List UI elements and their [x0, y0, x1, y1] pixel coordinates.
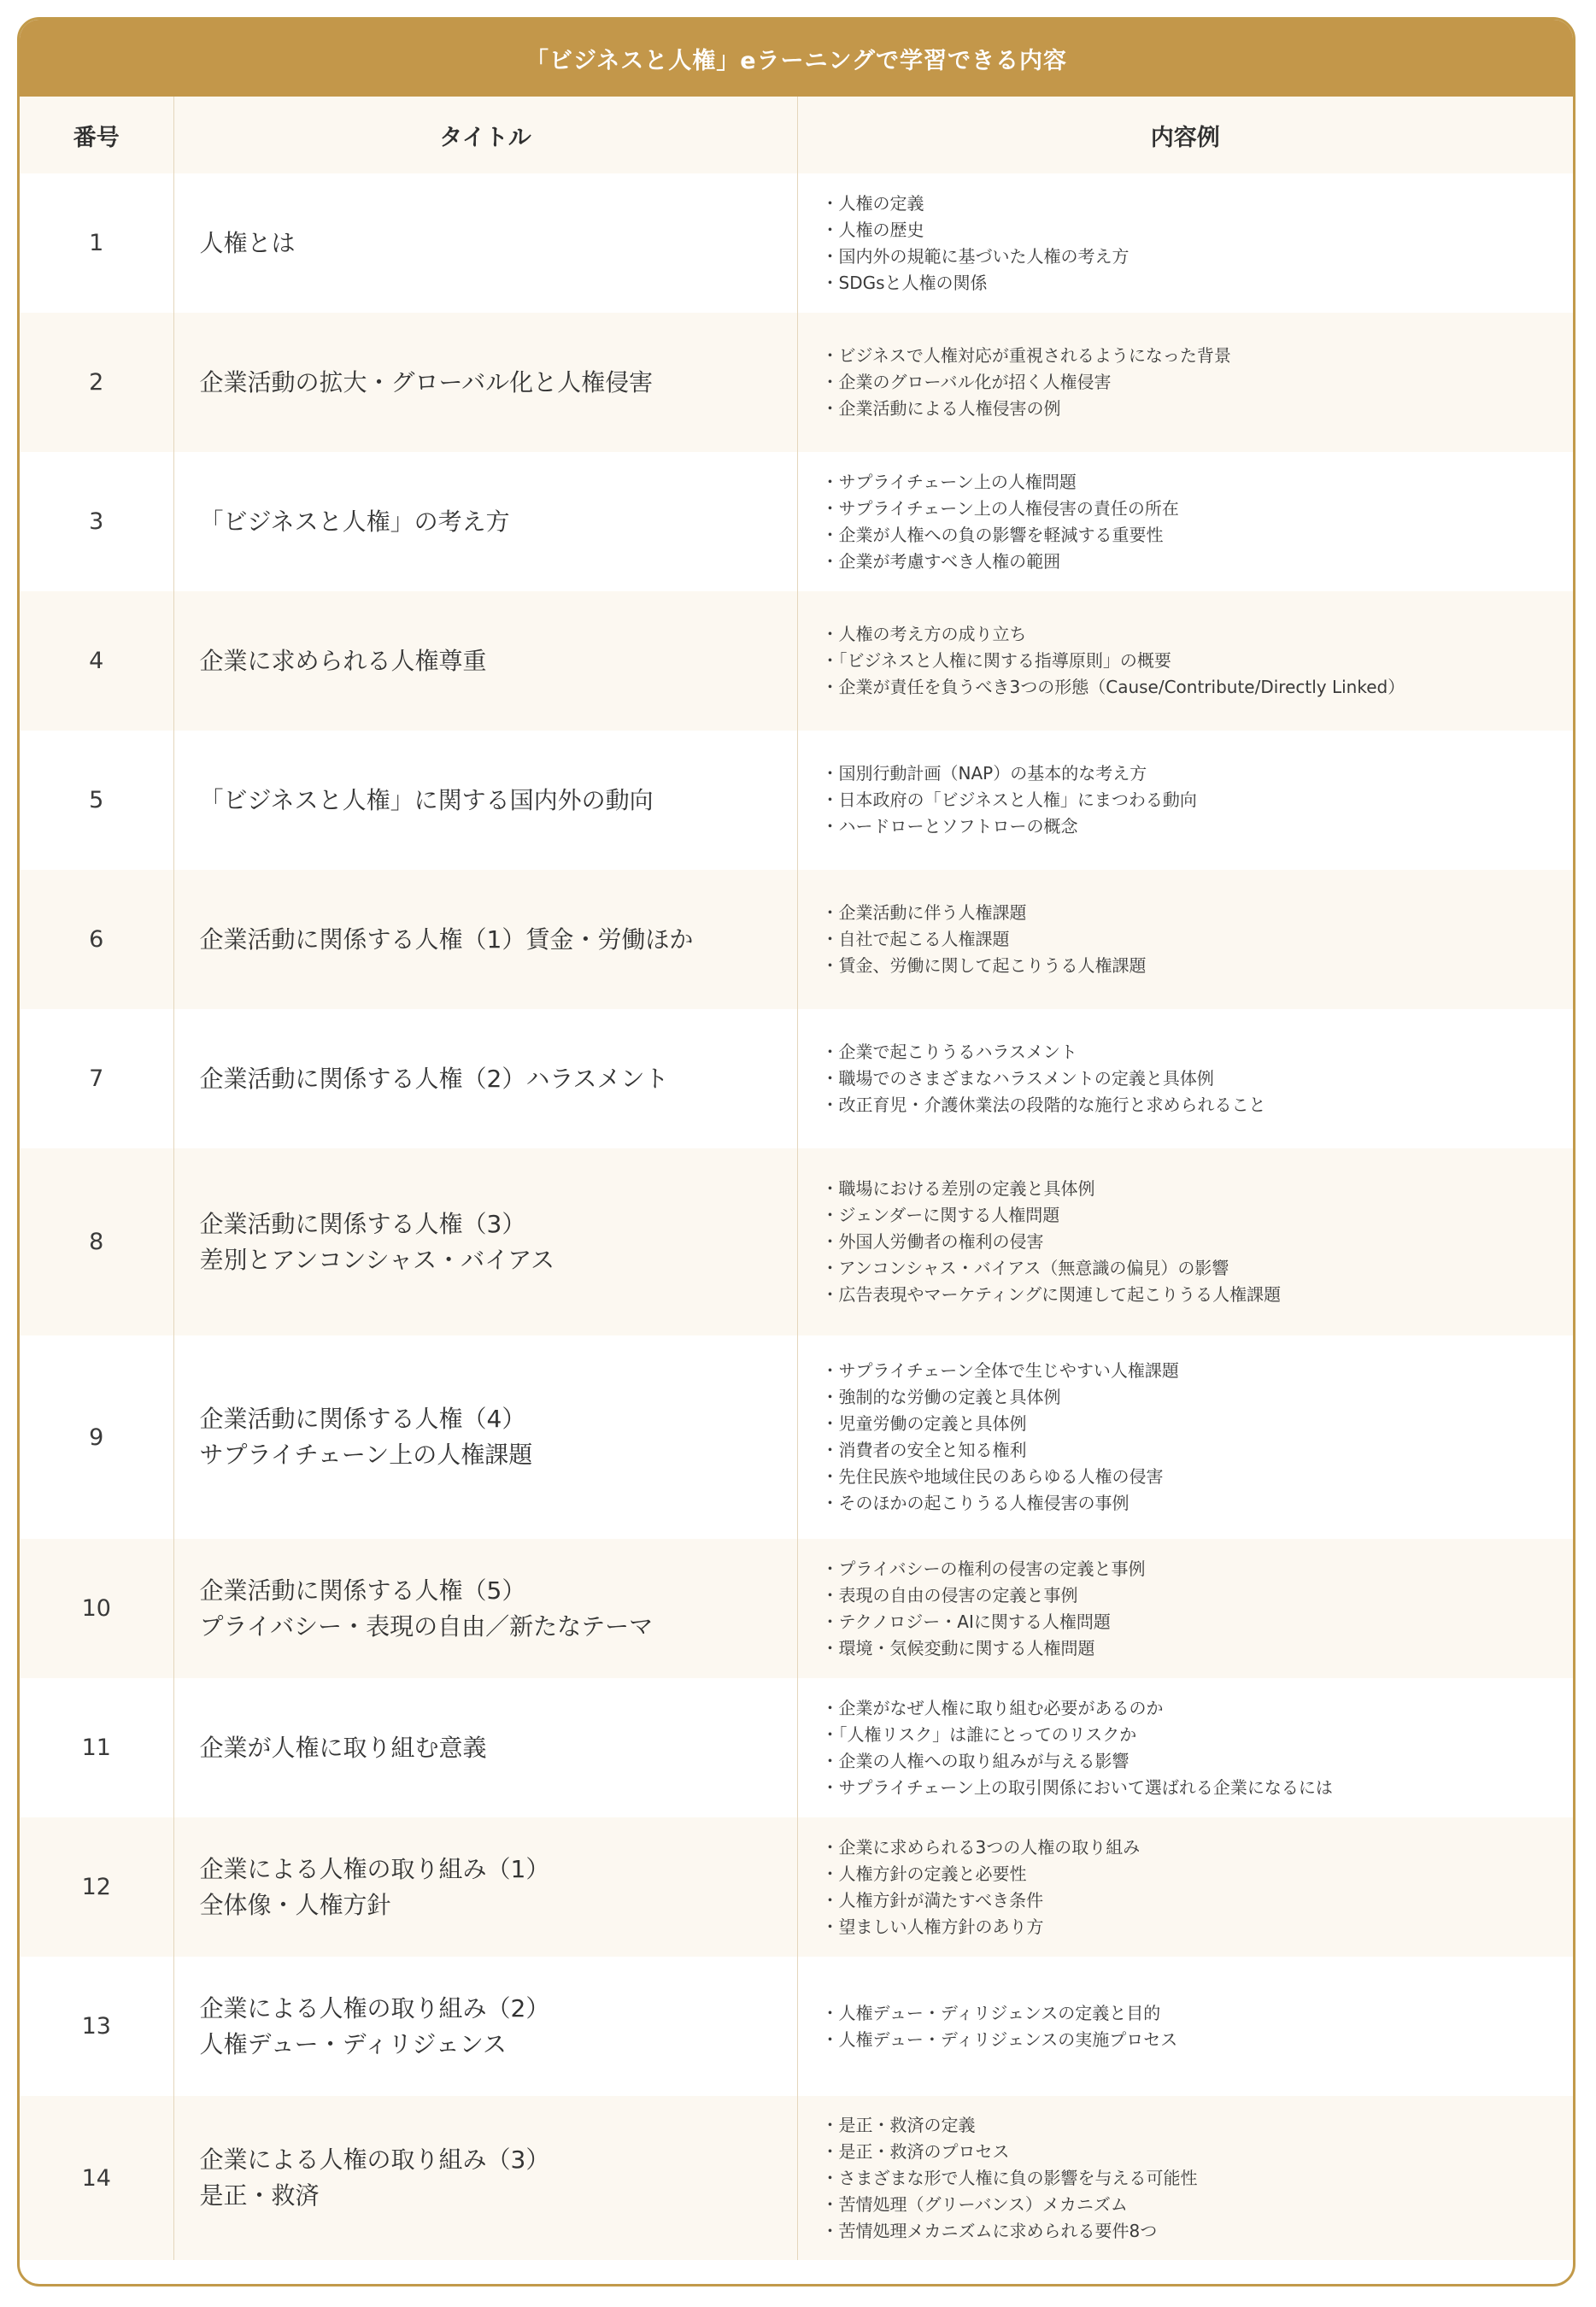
row-title [173, 313, 797, 452]
row-title-line: 企業活動に関係する人権（3） [199, 1209, 526, 1238]
content-list-item: ・「人権リスク」は誰にとってのリスクか [821, 1723, 1137, 1745]
row-number: 7 [20, 1009, 173, 1148]
row-content [797, 870, 1573, 1009]
table-row [20, 452, 1573, 591]
column-header-title: タイトル [173, 97, 797, 173]
row-title [173, 870, 797, 1009]
row-title [173, 1539, 797, 1678]
row-number: 5 [20, 731, 173, 870]
content-list-item: ・企業活動に伴う人権課題 [821, 902, 1027, 923]
content-list-item: ・ビジネスで人権対応が重視されるようになった背景 [821, 345, 1231, 366]
content-list-item: ・ハードローとソフトローの概念 [821, 816, 1078, 837]
row-title [173, 1817, 797, 1957]
content-list-item: ・人権方針の定義と必要性 [821, 1863, 1027, 1884]
table-row [20, 1335, 1573, 1539]
content-list [822, 1695, 1574, 1801]
row-title-line: 企業による人権の取り組み（1） [199, 1854, 550, 1883]
row-title [173, 1957, 797, 2096]
content-list [822, 760, 1574, 840]
row-title-line: 「ビジネスと人権」に関する国内外の動向 [199, 785, 654, 814]
row-number: 6 [20, 870, 173, 1009]
row-content [797, 2096, 1573, 2260]
content-table-card [17, 17, 1575, 2286]
content-list [822, 900, 1574, 979]
content-list-item: ・そのほかの起こりうる人権侵害の事例 [821, 1493, 1130, 1513]
curriculum-table [20, 97, 1573, 2260]
row-title-line: 是正・救済 [199, 2181, 320, 2210]
row-number: 11 [20, 1678, 173, 1817]
content-list-item: ・サプライチェーン全体で生じやすい人権課題 [821, 1360, 1179, 1381]
row-title-line: 企業に求められる人権尊重 [199, 646, 487, 675]
content-list [822, 621, 1574, 701]
row-title-line: 人権とは [199, 228, 296, 257]
content-list-item: ・是正・救済の定義 [821, 2114, 976, 2135]
content-list-item: ・テクノロジー・AIに関する人権問題 [821, 1611, 1111, 1632]
content-list-item: ・「ビジネスと人権に関する指導原則」の概要 [821, 650, 1171, 671]
content-list-item: ・企業のグローバル化が招く人権侵害 [821, 372, 1112, 392]
content-list-item: ・企業活動による人権侵害の例 [821, 398, 1061, 419]
content-list-item: ・表現の自由の侵害の定義と事例 [821, 1584, 1078, 1606]
content-list [822, 1556, 1574, 1662]
row-title [173, 1335, 797, 1539]
column-header-content: 内容例 [797, 97, 1573, 173]
row-title-line: 差別とアンコンシャス・バイアス [199, 1245, 555, 1274]
row-title-line: 企業による人権の取り組み（3） [199, 2146, 550, 2174]
content-list-item: ・国別行動計画（NAP）の基本的な考え方 [821, 763, 1147, 784]
content-list-item: ・是正・救済のプロセス [821, 2140, 1010, 2162]
table-row [20, 591, 1573, 731]
row-title-line: 企業活動に関係する人権（2）ハラスメント [199, 1064, 669, 1093]
content-list-item: ・苦情処理（グリーバンス）メカニズム [821, 2193, 1128, 2215]
row-title [173, 731, 797, 870]
row-title [173, 1009, 797, 1148]
row-content [797, 1009, 1573, 1148]
content-list [822, 2000, 1574, 2053]
table-row [20, 1009, 1573, 1148]
row-number: 8 [20, 1148, 173, 1335]
content-list-item: ・アンコンシャス・バイアス（無意識の偏見）の影響 [821, 1258, 1229, 1278]
content-list-item: ・改正育児・介護休業法の段階的な施行と求められること [821, 1095, 1266, 1115]
table-row [20, 1678, 1573, 1817]
row-title-line: サプライチェーン上の人権課題 [199, 1441, 533, 1469]
row-content [797, 1335, 1573, 1539]
row-content [797, 1148, 1573, 1335]
table-row [20, 2096, 1573, 2260]
row-number: 1 [20, 173, 173, 313]
content-list [822, 191, 1574, 296]
content-list-item: ・人権の歴史 [821, 219, 924, 240]
content-list-item: ・企業が人権への負の影響を軽減する重要性 [821, 524, 1164, 545]
content-list [822, 2112, 1574, 2245]
content-list [822, 469, 1574, 575]
content-list-item: ・先住民族や地域住民のあらゆる人権の侵害 [821, 1466, 1164, 1487]
row-title-line: 企業活動に関係する人権（4） [199, 1405, 526, 1433]
content-list-item: ・強制的な労働の定義と具体例 [821, 1387, 1061, 1407]
content-list-item: ・プライバシーの権利の侵害の定義と事例 [821, 1558, 1146, 1579]
row-number: 12 [20, 1817, 173, 1957]
row-content [797, 173, 1573, 313]
row-title-line: 企業が人権に取り組む意義 [199, 1733, 487, 1762]
row-content [797, 1817, 1573, 1957]
row-number: 9 [20, 1335, 173, 1539]
content-list [822, 1039, 1574, 1118]
content-list-item: ・消費者の安全と知る権利 [821, 1440, 1027, 1460]
table-row [20, 1539, 1573, 1678]
row-title-line: 企業活動の拡大・グローバル化と人権侵害 [199, 367, 654, 396]
row-content [797, 313, 1573, 452]
table-row [20, 1817, 1573, 1957]
row-number: 3 [20, 452, 173, 591]
table-title: 「ビジネスと人権」eラーニングで学習できる内容 [20, 20, 1573, 97]
row-title [173, 1678, 797, 1817]
row-title-line: 人権デュー・ディリジェンス [199, 2029, 508, 2058]
content-list-item: ・職場における差別の定義と具体例 [821, 1178, 1095, 1199]
content-list-item: ・外国人労働者の権利の侵害 [821, 1231, 1044, 1252]
table-row [20, 173, 1573, 313]
row-number: 14 [20, 2096, 173, 2260]
content-list-item: ・企業で起こりうるハラスメント [821, 1042, 1077, 1062]
content-list-item: ・人権デュー・ディリジェンスの実施プロセス [821, 2028, 1178, 2050]
content-list-item: ・苦情処理メカニズムに求められる要件8つ [821, 2220, 1158, 2241]
content-list-item: ・サプライチェーン上の人権侵害の責任の所在 [821, 497, 1179, 519]
content-list [822, 1358, 1574, 1517]
content-list-item: ・さまざまな形で人権に負の影響を与える可能性 [821, 2167, 1198, 2188]
row-title-line: 企業による人権の取り組み（2） [199, 1993, 550, 2022]
row-title [173, 173, 797, 313]
row-content [797, 1539, 1573, 1678]
row-title-line: 企業活動に関係する人権（5） [199, 1576, 526, 1605]
content-list-item: ・人権方針が満たすべき条件 [821, 1889, 1044, 1911]
content-list-item: ・SDGsと人権の関係 [821, 272, 988, 293]
content-list-item: ・企業がなぜ人権に取り組む必要があるのか [821, 1697, 1164, 1718]
content-list-item: ・ジェンダーに関する人権問題 [821, 1205, 1060, 1225]
row-content [797, 731, 1573, 870]
content-list-item: ・企業が考慮すべき人権の範囲 [821, 550, 1061, 572]
content-list-item: ・自社で起こる人権課題 [821, 929, 1010, 949]
row-content [797, 1678, 1573, 1817]
content-list-item: ・日本政府の「ビジネスと人権」にまつわる動向 [821, 790, 1197, 810]
content-list-item: ・環境・気候変動に関する人権問題 [821, 1637, 1095, 1658]
row-title [173, 2096, 797, 2260]
content-list [822, 1834, 1574, 1940]
content-list-item: ・人権デュー・ディリジェンスの定義と目的 [821, 2002, 1161, 2023]
row-number: 13 [20, 1957, 173, 2096]
table-row [20, 1148, 1573, 1335]
row-title-line: 「ビジネスと人権」の考え方 [199, 507, 510, 536]
content-list-item: ・サプライチェーン上の取引関係において選ばれる企業になるには [821, 1776, 1333, 1798]
row-title-line: プライバシー・表現の自由／新たなテーマ [199, 1611, 654, 1641]
table-row [20, 870, 1573, 1009]
content-list-item: ・広告表現やマーケティングに関連して起こりうる人権課題 [821, 1284, 1282, 1305]
table-row [20, 1957, 1573, 2096]
row-title [173, 1148, 797, 1335]
row-content [797, 591, 1573, 731]
table-row [20, 731, 1573, 870]
content-list-item: ・企業の人権への取り組みが与える影響 [821, 1750, 1130, 1771]
content-list-item: ・サプライチェーン上の人権問題 [821, 471, 1077, 492]
column-header-number: 番号 [20, 97, 173, 173]
row-number: 2 [20, 313, 173, 452]
row-number: 4 [20, 591, 173, 731]
content-list-item: ・人権の定義 [821, 192, 924, 214]
content-list-item: ・企業に求められる3つの人権の取り組み [821, 1836, 1141, 1858]
row-content [797, 452, 1573, 591]
header-row [20, 97, 1573, 173]
content-list-item: ・職場でのさまざまなハラスメントの定義と具体例 [821, 1068, 1214, 1089]
row-content [797, 1957, 1573, 2096]
row-number: 10 [20, 1539, 173, 1678]
content-list-item: ・国内外の規範に基づいた人権の考え方 [821, 245, 1130, 267]
row-title-line: 全体像・人権方針 [199, 1890, 391, 1919]
row-title-line: 企業活動に関係する人権（1）賃金・労働ほか [199, 925, 694, 954]
table-row [20, 313, 1573, 452]
content-list-item: ・企業が責任を負うべき3つの形態（Cause/Contribute/Directly Linked） [821, 677, 1405, 697]
row-title [173, 591, 797, 731]
content-list-item: ・人権の考え方の成り立ち [821, 624, 1027, 644]
content-list-item: ・児童労働の定義と具体例 [821, 1413, 1027, 1434]
row-title [173, 452, 797, 591]
content-list-item: ・賃金、労働に関して起こりうる人権課題 [821, 955, 1147, 976]
content-list-item: ・望ましい人権方針のあり方 [821, 1916, 1044, 1937]
content-list [822, 343, 1574, 422]
content-list [822, 1176, 1574, 1308]
